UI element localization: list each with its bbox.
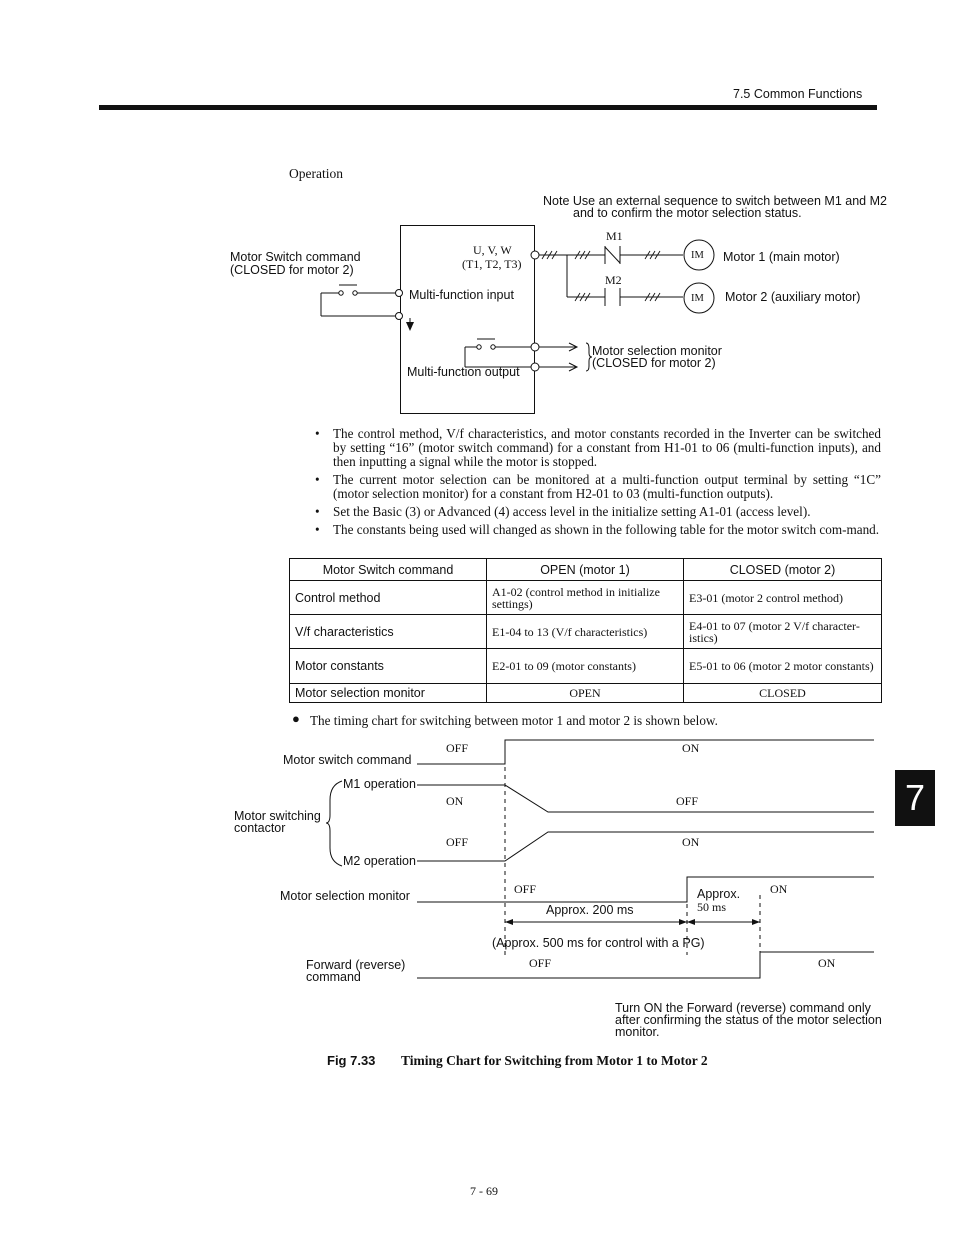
motor2-label: Motor 2 (auxiliary motor) (725, 290, 861, 304)
timing-motor-switch-label: Motor switch command (283, 753, 412, 767)
bullet-item: • The control method, V/f characteristics, and motor constants recorded in the Inverter can be switched by setting “16” (motor switch command) for a constant from H1-01 to 06 (multi-function inputs), and then inputting a signal while the motor is stopped. (333, 427, 881, 469)
state-label: ON (818, 956, 836, 970)
motor1-label: Motor 1 (main motor) (723, 250, 840, 264)
m1-label: M1 (606, 229, 623, 243)
turn-on-note-line1: Turn ON the Forward (reverse) command only (615, 1001, 871, 1015)
timing-forward-sub: command (306, 970, 361, 984)
table-header: CLOSED (motor 2) (684, 559, 882, 581)
timing-intro: The timing chart for switching between motor 1 and motor 2 is shown below. (310, 713, 718, 728)
timing-m2-label: M2 operation (343, 854, 416, 868)
im1-label: IM (691, 250, 704, 261)
state-label: ON (682, 835, 700, 849)
uvw-label: U, V, W (473, 243, 512, 257)
approx-50-sub: 50 ms (697, 900, 727, 914)
bullet-item: • Set the Basic (3) or Advanced (4) access level in the initialize setting A1-01 (access level). (333, 505, 881, 519)
timing-bullet: ● (292, 711, 300, 726)
wiring-note-line2: and to confirm the motor selection status. (573, 206, 802, 220)
table-cell: A1-02 (control method in initialize settings) (487, 581, 684, 615)
state-label: OFF (676, 794, 699, 808)
timing-monitor-label: Motor selection monitor (280, 889, 410, 903)
table-cell: E2-01 to 09 (motor constants) (487, 649, 684, 684)
monitor-sub-label: (CLOSED for motor 2) (592, 356, 716, 370)
table-cell: OPEN (487, 684, 684, 703)
wiring-note-line1: Note Use an external sequence to switch between M1 and M2 (543, 194, 887, 208)
monitor-label: Motor selection monitor (592, 344, 722, 358)
turn-on-note-line3: monitor. (615, 1025, 660, 1039)
approx-200-label: Approx. 200 ms (546, 903, 634, 917)
operation-heading: Operation (289, 166, 343, 181)
timing-contactor-sub: contactor (234, 821, 286, 835)
timing-forward-label: Forward (reverse) (306, 958, 406, 972)
table-header: OPEN (motor 1) (487, 559, 684, 581)
table-cell: Control method (290, 581, 487, 615)
table-cell: Motor constants (290, 649, 487, 684)
im2-label: IM (691, 293, 704, 304)
table-cell: E3-01 (motor 2 control method) (684, 581, 882, 615)
state-label: ON (770, 882, 788, 896)
turn-on-note-line2: after confirming the status of the motor selection (615, 1013, 882, 1027)
table-cell: E4-01 to 07 (motor 2 V/f character-istics) (684, 615, 882, 649)
table-cell: CLOSED (684, 684, 882, 703)
table-cell: Motor selection monitor (290, 684, 487, 703)
motor-switch-command-label: Motor Switch command (230, 250, 361, 264)
multifunction-input-label: Multi-function input (409, 288, 514, 302)
table-cell: E5-01 to 06 (motor 2 motor constants) (684, 649, 882, 684)
terminals-label: (T1, T2, T3) (462, 257, 522, 271)
table-header: Motor Switch command (290, 559, 487, 581)
state-label: OFF (446, 741, 469, 755)
state-label: OFF (529, 956, 552, 970)
state-label: OFF (446, 835, 469, 849)
motor-switch-command-sub: (CLOSED for motor 2) (230, 263, 354, 277)
page-number: 7 - 69 (470, 1184, 498, 1198)
state-label: ON (446, 794, 464, 808)
bullet-item: • The constants being used will changed as shown in the following table for the motor switch com-mand. (333, 523, 881, 537)
bullet-item: • The current motor selection can be monitored at a multi-function output terminal by setting “1C” (motor selection monitor) for a constant from H2-01 to 03 (multi-function outputs). (333, 473, 881, 501)
chapter-tab: 7 (895, 770, 935, 826)
multifunction-output-label: Multi-function output (407, 365, 520, 379)
table-cell: V/f characteristics (290, 615, 487, 649)
table-cell: E1-04 to 13 (V/f characteristics) (487, 615, 684, 649)
section-header: 7.5 Common Functions (733, 87, 863, 101)
state-label: OFF (514, 882, 537, 896)
m2-label: M2 (605, 273, 622, 287)
approx-500-label: (Approx. 500 ms for control with a PG) (492, 936, 705, 950)
figure-number: Fig 7.33 (327, 1053, 376, 1068)
state-label: ON (682, 741, 700, 755)
approx-50-label: Approx. (697, 887, 741, 901)
figure-title: Timing Chart for Switching from Motor 1 to Motor 2 (401, 1053, 708, 1068)
timing-m1-label: M1 operation (343, 777, 416, 791)
timing-contactor-label: Motor switching (234, 809, 321, 823)
